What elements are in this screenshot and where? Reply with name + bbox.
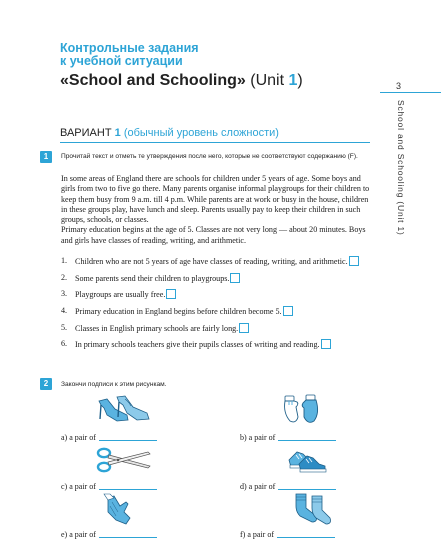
mittens-icon bbox=[282, 393, 322, 427]
variant-number: 1 bbox=[114, 127, 121, 139]
answer-checkbox[interactable] bbox=[239, 323, 249, 333]
sneakers-icon bbox=[285, 446, 329, 476]
caption-label: e) a pair of bbox=[61, 530, 96, 539]
variant-level: (обычный уровень сложности) bbox=[123, 127, 279, 139]
unit-title bbox=[60, 72, 303, 90]
statement-number: 2. bbox=[61, 272, 68, 282]
socks-icon bbox=[290, 492, 336, 528]
statement-item bbox=[61, 306, 381, 318]
caption-label: b) a pair of bbox=[240, 433, 276, 442]
statements-list bbox=[61, 256, 381, 356]
answer-checkbox[interactable] bbox=[349, 256, 359, 266]
answer-checkbox[interactable] bbox=[230, 273, 240, 283]
caption-d bbox=[240, 482, 336, 491]
reading-text bbox=[61, 174, 375, 246]
caption-a bbox=[61, 433, 157, 442]
unit-title-unit: (Unit bbox=[250, 72, 285, 89]
statement-text: In primary schools teachers give their pupils classes of writing and reading. bbox=[75, 340, 320, 350]
statement-item bbox=[61, 273, 381, 285]
section-heading-line2: к учебной ситуации bbox=[60, 54, 183, 68]
shoes-icon bbox=[95, 393, 157, 425]
side-divider bbox=[380, 92, 441, 93]
statement-text: Primary education in England begins before children become 5. bbox=[75, 307, 282, 317]
section-heading bbox=[60, 42, 199, 68]
gloves-icon bbox=[100, 492, 140, 528]
answer-checkbox[interactable] bbox=[283, 306, 293, 316]
unit-title-number: 1 bbox=[288, 72, 298, 89]
statement-number: 5. bbox=[61, 322, 68, 332]
caption-label: d) a pair of bbox=[240, 482, 276, 491]
statement-item bbox=[61, 289, 381, 301]
task-1-instruction: Прочитай текст и отметь те утверждения после него, которые не соответствуют содержанию (F). bbox=[61, 153, 358, 160]
variant-heading bbox=[60, 127, 279, 139]
statement-text: Children who are not 5 years of age have classes of reading, writing, and arithmetic. bbox=[75, 257, 348, 266]
task-2-badge: 2 bbox=[40, 378, 52, 390]
reading-paragraph-1: In some areas of England there are schools for children under 5 years of age. Some boys and girls from two to five go there. Many parents organise informal playgroups for their children to keep them busy from 9 a.m. till 4 p.m. While parents are at work or busy in the house, children in these groups play, have lunch and sleep. Parents usually pay to keep their children in such groups, schools, or classes. bbox=[61, 174, 370, 225]
section-heading-line1: Контрольные задания bbox=[60, 41, 199, 55]
statement-item bbox=[61, 323, 381, 335]
answer-checkbox[interactable] bbox=[166, 289, 176, 299]
caption-label: f) a pair of bbox=[240, 530, 274, 539]
statement-text: Playgroups are usually free. bbox=[75, 290, 166, 300]
reading-paragraph-2: Primary education begins at the age of 5. Classes are not very long — about 20 minutes. Boys and girls have classes of reading, writing, and arithmetic. bbox=[61, 225, 366, 245]
caption-f bbox=[240, 530, 335, 539]
statement-number: 4. bbox=[61, 306, 68, 316]
task-1-badge: 1 bbox=[40, 151, 52, 163]
statement-text: Some parents send their children to playgroups. bbox=[75, 273, 230, 283]
answer-line[interactable] bbox=[99, 440, 157, 441]
statement-text: Classes in English primary schools are fairly long. bbox=[75, 323, 239, 333]
task-2-instruction: Закончи подписи к этим рисункам. bbox=[61, 381, 167, 388]
variant-label: ВАРИАНТ bbox=[60, 127, 112, 139]
caption-b bbox=[240, 433, 336, 442]
caption-e bbox=[61, 530, 157, 539]
caption-c bbox=[61, 482, 157, 491]
caption-label: c) a pair of bbox=[61, 482, 96, 491]
statement-number: 1. bbox=[61, 256, 68, 265]
answer-line[interactable] bbox=[99, 537, 157, 538]
caption-label: a) a pair of bbox=[61, 433, 96, 442]
scissors-icon bbox=[96, 446, 154, 474]
unit-title-main: «School and Schooling» bbox=[60, 72, 246, 89]
unit-title-close: ) bbox=[297, 72, 303, 89]
variant-divider bbox=[60, 142, 370, 143]
answer-line[interactable] bbox=[278, 440, 336, 441]
statement-item bbox=[61, 256, 381, 268]
statement-number: 6. bbox=[61, 339, 68, 349]
answer-line[interactable] bbox=[99, 489, 157, 490]
page-number: 3 bbox=[396, 81, 402, 91]
answer-line[interactable] bbox=[277, 537, 335, 538]
statement-item bbox=[61, 339, 331, 351]
answer-checkbox[interactable] bbox=[321, 339, 331, 349]
statement-number: 3. bbox=[61, 289, 68, 299]
side-running-title: School and Schooling (Unit 1) bbox=[396, 100, 406, 236]
answer-line[interactable] bbox=[278, 489, 336, 490]
